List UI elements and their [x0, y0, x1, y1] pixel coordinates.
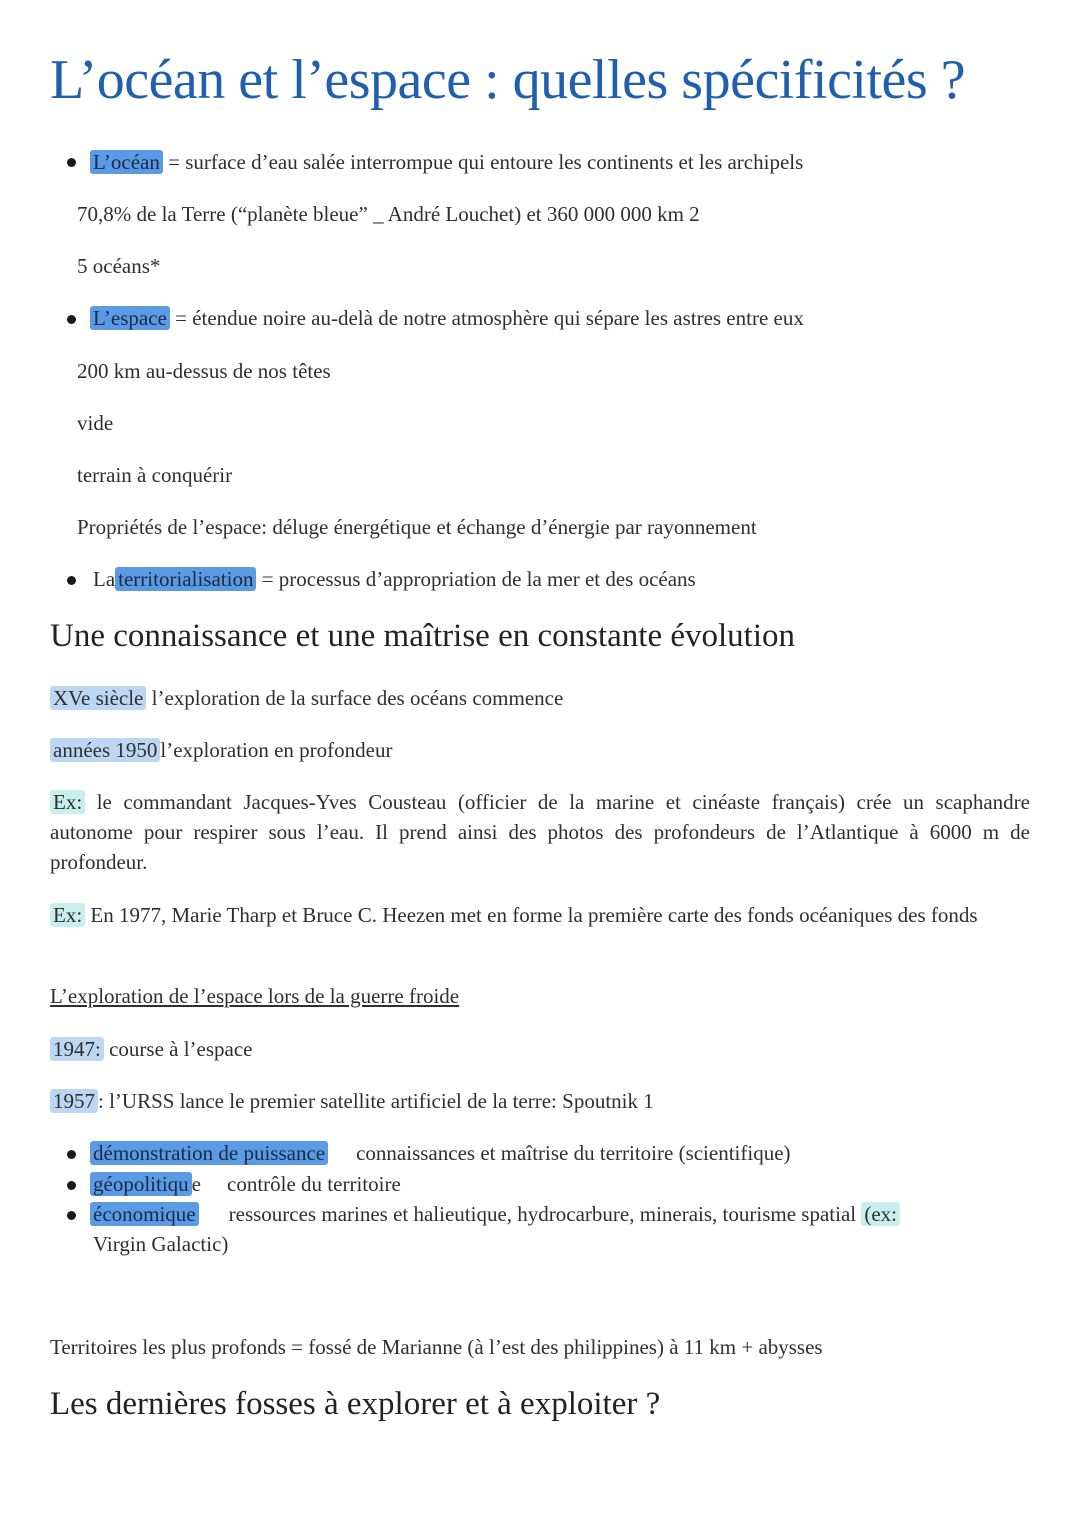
- stake-geopolitics-text: contrôle du territoire: [227, 1172, 401, 1196]
- example-cousteau-text: le commandant Jacques-Yves Cousteau (officier de la marine et cinéaste français) crée un scaphandre autonome pour respirer sous l’eau. Il prend ainsi des photos des profondeurs de l’Atlantique à 6000 m de profondeur.: [50, 790, 1031, 874]
- bullet-dot: [67, 576, 76, 585]
- stake-geopolitics: [90, 1169, 401, 1199]
- year-1947-text: course à l’espace: [109, 1037, 253, 1061]
- stake-power-text: connaissances et maîtrise du territoire (scientifique): [356, 1141, 791, 1165]
- space-term: L’espace: [90, 306, 170, 330]
- year-1957-text: : l’URSS lance le premier satellite artificiel de la terre: Spoutnik 1: [98, 1089, 654, 1113]
- stake-power: [90, 1138, 791, 1168]
- deepest-territories: Territoires les plus profonds = fossé de Marianne (à l’est des philippines) à 11 km + abysses: [50, 1335, 823, 1359]
- example-tharp: [50, 900, 1030, 930]
- ocean-detail-surface: 70,8% de la Terre (“planète bleue” _ André Louchet) et 360 000 000 km 2: [77, 202, 700, 226]
- territorialisation-prefix: La: [93, 567, 116, 591]
- year-1947-term: 1947:: [50, 1037, 104, 1061]
- xve-siecle-term: XVe siècle: [50, 686, 146, 710]
- stake-geopolitics-term: géopolitiqu: [90, 1172, 192, 1196]
- stake-economy-continuation: Virgin Galactic): [93, 1232, 229, 1256]
- space-definition: [90, 303, 804, 333]
- stake-economy-text: ressources marines et halieutique, hydrocarbure, minerais, tourisme spatial: [228, 1202, 857, 1226]
- xve-siecle-line: [50, 683, 563, 713]
- stake-economy-term: économique: [90, 1202, 199, 1226]
- year-1957-line: [50, 1086, 654, 1116]
- bullet-dot: [67, 158, 76, 167]
- example-cousteau: [50, 787, 1030, 877]
- stake-economy-ex: (ex:: [861, 1202, 900, 1226]
- ocean-detail-count: 5 océans*: [77, 254, 161, 278]
- example-label: Ex:: [50, 903, 85, 927]
- territorialisation-term: territorialisation: [115, 567, 256, 591]
- space-detail-void: vide: [77, 411, 114, 435]
- ocean-definition: [90, 147, 803, 177]
- year-1957-term: 1957: [50, 1089, 98, 1113]
- annees-1950-term: années 1950: [50, 738, 160, 762]
- section-heading-evolution: Une connaissance et une maîtrise en constante évolution: [50, 618, 795, 654]
- bullet-dot: [67, 1211, 76, 1220]
- territorialisation-def-text: = processus d’appropriation de la mer et des océans: [261, 567, 696, 591]
- example-tharp-text: En 1977, Marie Tharp et Bruce C. Heezen met en forme la première carte des fonds océaniques des fonds: [90, 903, 978, 927]
- annees-1950-text: l’exploration en profondeur: [160, 738, 393, 762]
- space-def-text: = étendue noire au-delà de notre atmosphère qui sépare les astres entre eux: [175, 306, 804, 330]
- space-detail-properties: Propriétés de l’espace: déluge énergétique et échange d’énergie par rayonnement: [77, 515, 757, 539]
- ocean-def-text: = surface d’eau salée interrompue qui entoure les continents et les archipels: [168, 150, 804, 174]
- stake-power-term: démonstration de puissance: [90, 1141, 328, 1165]
- stake-economy: [90, 1199, 900, 1229]
- section-heading-trenches: Les dernières fosses à explorer et à exploiter ?: [50, 1386, 661, 1422]
- stake-geopolitics-tail: e: [191, 1172, 201, 1196]
- cold-war-subheading: L’exploration de l’espace lors de la guerre froide: [50, 984, 460, 1008]
- bullet-dot: [67, 1150, 76, 1159]
- xve-siecle-text: l’exploration de la surface des océans commence: [151, 686, 564, 710]
- page-title: L’océan et l’espace : quelles spécificités ?: [50, 49, 966, 111]
- bullet-dot: [67, 1181, 76, 1190]
- example-label: Ex:: [50, 790, 85, 814]
- bullet-dot: [67, 315, 76, 324]
- space-detail-conquer: terrain à conquérir: [77, 463, 233, 487]
- space-detail-altitude: 200 km au-dessus de nos têtes: [77, 359, 331, 383]
- ocean-term: L’océan: [90, 150, 163, 174]
- territorialisation-definition: [93, 564, 696, 594]
- year-1947-line: [50, 1034, 253, 1064]
- annees-1950-line: [50, 735, 392, 765]
